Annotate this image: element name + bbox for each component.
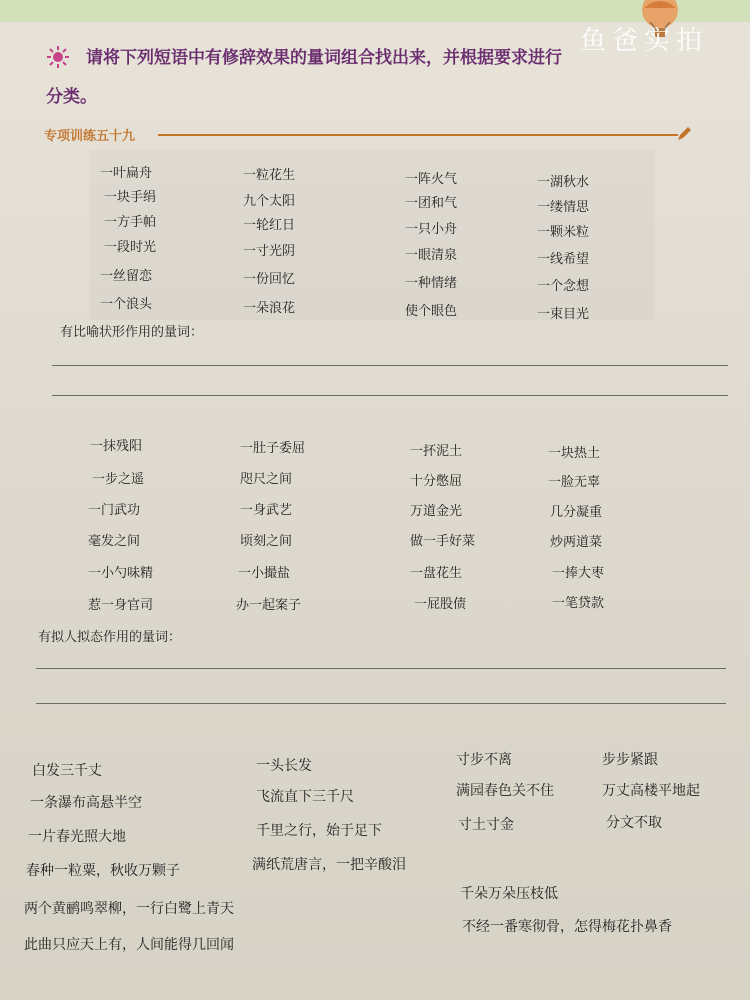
phrase: 一片春光照大地: [28, 829, 126, 845]
answer-line: [36, 668, 726, 669]
phrase: 一湖秋水: [537, 175, 590, 190]
phrase: 不经一番寒彻骨，怎得梅花扑鼻香: [462, 919, 672, 935]
phrase: 一朵浪花: [243, 301, 296, 316]
phrase: 一笔贷款: [552, 596, 605, 611]
phrase: 一只小舟: [405, 222, 458, 237]
section-title: 专项训练五十九: [44, 129, 136, 144]
phrase: 一寸光阴: [243, 244, 296, 259]
phrase: 做一手好菜: [410, 534, 476, 549]
phrase: 一段时光: [104, 240, 157, 255]
phrase: 使个眼色: [405, 304, 458, 319]
phrase: 一块手绢: [104, 190, 157, 205]
phrase: 寸土寸金: [458, 817, 514, 833]
instruction-line-2: 分类。: [46, 87, 97, 107]
watermark: 鱼爸实拍: [580, 26, 709, 56]
phrase: 分文不取: [606, 815, 662, 831]
phrase: 千朵万朵压枝低: [460, 886, 558, 902]
phrase: 两个黄鹂鸣翠柳，一行白鹭上青天: [24, 901, 234, 917]
phrase: 一叶扁舟: [100, 166, 153, 181]
phrase: 万道金光: [410, 504, 463, 519]
phrase: 一丝留恋: [100, 269, 153, 284]
phrase: 毫发之间: [88, 534, 141, 549]
phrase: 一眼清泉: [405, 248, 458, 263]
phrase: 一小撮盐: [238, 566, 291, 581]
phrase: 一个念想: [537, 279, 590, 294]
answer-line: [52, 395, 728, 396]
phrase: 春种一粒粟，秋收万颗子: [26, 863, 180, 879]
phrase: 寸步不离: [456, 752, 512, 768]
phrase: 一屁股债: [414, 597, 467, 612]
phrase: 一步之遥: [92, 472, 145, 487]
phrase: 一团和气: [405, 196, 458, 211]
phrase: 一种情绪: [405, 276, 458, 291]
sun-icon: [46, 45, 70, 69]
phrase: 一块热土: [548, 446, 601, 461]
phrase: 一条瀑布高悬半空: [30, 795, 142, 811]
phrase: 一缕情思: [537, 200, 590, 215]
phrase: 一轮红日: [243, 218, 296, 233]
phrase: 一盘花生: [410, 566, 463, 581]
phrase: 万丈高楼平地起: [602, 783, 700, 799]
phrase: 一头长发: [256, 758, 312, 774]
phrase: 此曲只应天上有，人间能得几回闻: [24, 937, 234, 953]
section-divider: [158, 134, 678, 136]
phrase: 一方手帕: [104, 215, 157, 230]
phrase: 一捧大枣: [552, 566, 605, 581]
phrase: 一线希望: [537, 252, 590, 267]
phrase: 千里之行，始于足下: [256, 823, 382, 839]
instruction-line-1: 请将下列短语中有修辞效果的量词组合找出来，并根据要求进行: [86, 48, 562, 68]
answer-label-personification: 有拟人拟态作用的量词：: [38, 630, 182, 645]
phrase: 满园春色关不住: [456, 783, 554, 799]
phrase: 几分凝重: [550, 505, 603, 520]
phrase: 白发三千丈: [32, 763, 102, 779]
answer-line: [52, 365, 728, 366]
pencil-icon: [676, 126, 692, 142]
phrase: 咫尺之间: [240, 472, 293, 487]
phrase: 一小勺味精: [88, 566, 154, 581]
phrase: 十分憋屈: [410, 474, 463, 489]
phrase: 一颗米粒: [537, 225, 590, 240]
phrase: 一束目光: [537, 307, 590, 322]
phrase: 一门武功: [88, 503, 141, 518]
phrase: 顷刻之间: [240, 534, 293, 549]
answer-label-metaphor: 有比喻状形作用的量词：: [60, 325, 204, 340]
phrase: 惹一身官司: [88, 598, 154, 613]
phrase: 一抔泥土: [410, 444, 463, 459]
phrase: 一脸无辜: [548, 475, 601, 490]
phrase: 炒两道菜: [550, 535, 603, 550]
phrase: 一抹残阳: [90, 439, 143, 454]
phrase: 一粒花生: [243, 168, 296, 183]
answer-line: [36, 703, 726, 704]
phrase: 一份回忆: [243, 272, 296, 287]
phrase: 步步紧跟: [602, 752, 658, 768]
phrase: 一个浪头: [100, 297, 153, 312]
phrase: 满纸荒唐言，一把辛酸泪: [252, 857, 406, 873]
phrase: 办一起案子: [236, 598, 302, 613]
phrase: 飞流直下三千尺: [256, 789, 354, 805]
phrase: 一阵火气: [405, 172, 458, 187]
phrase: 一身武艺: [240, 503, 293, 518]
phrase: 一肚子委屈: [240, 441, 306, 456]
phrase: 九个太阳: [243, 194, 296, 209]
